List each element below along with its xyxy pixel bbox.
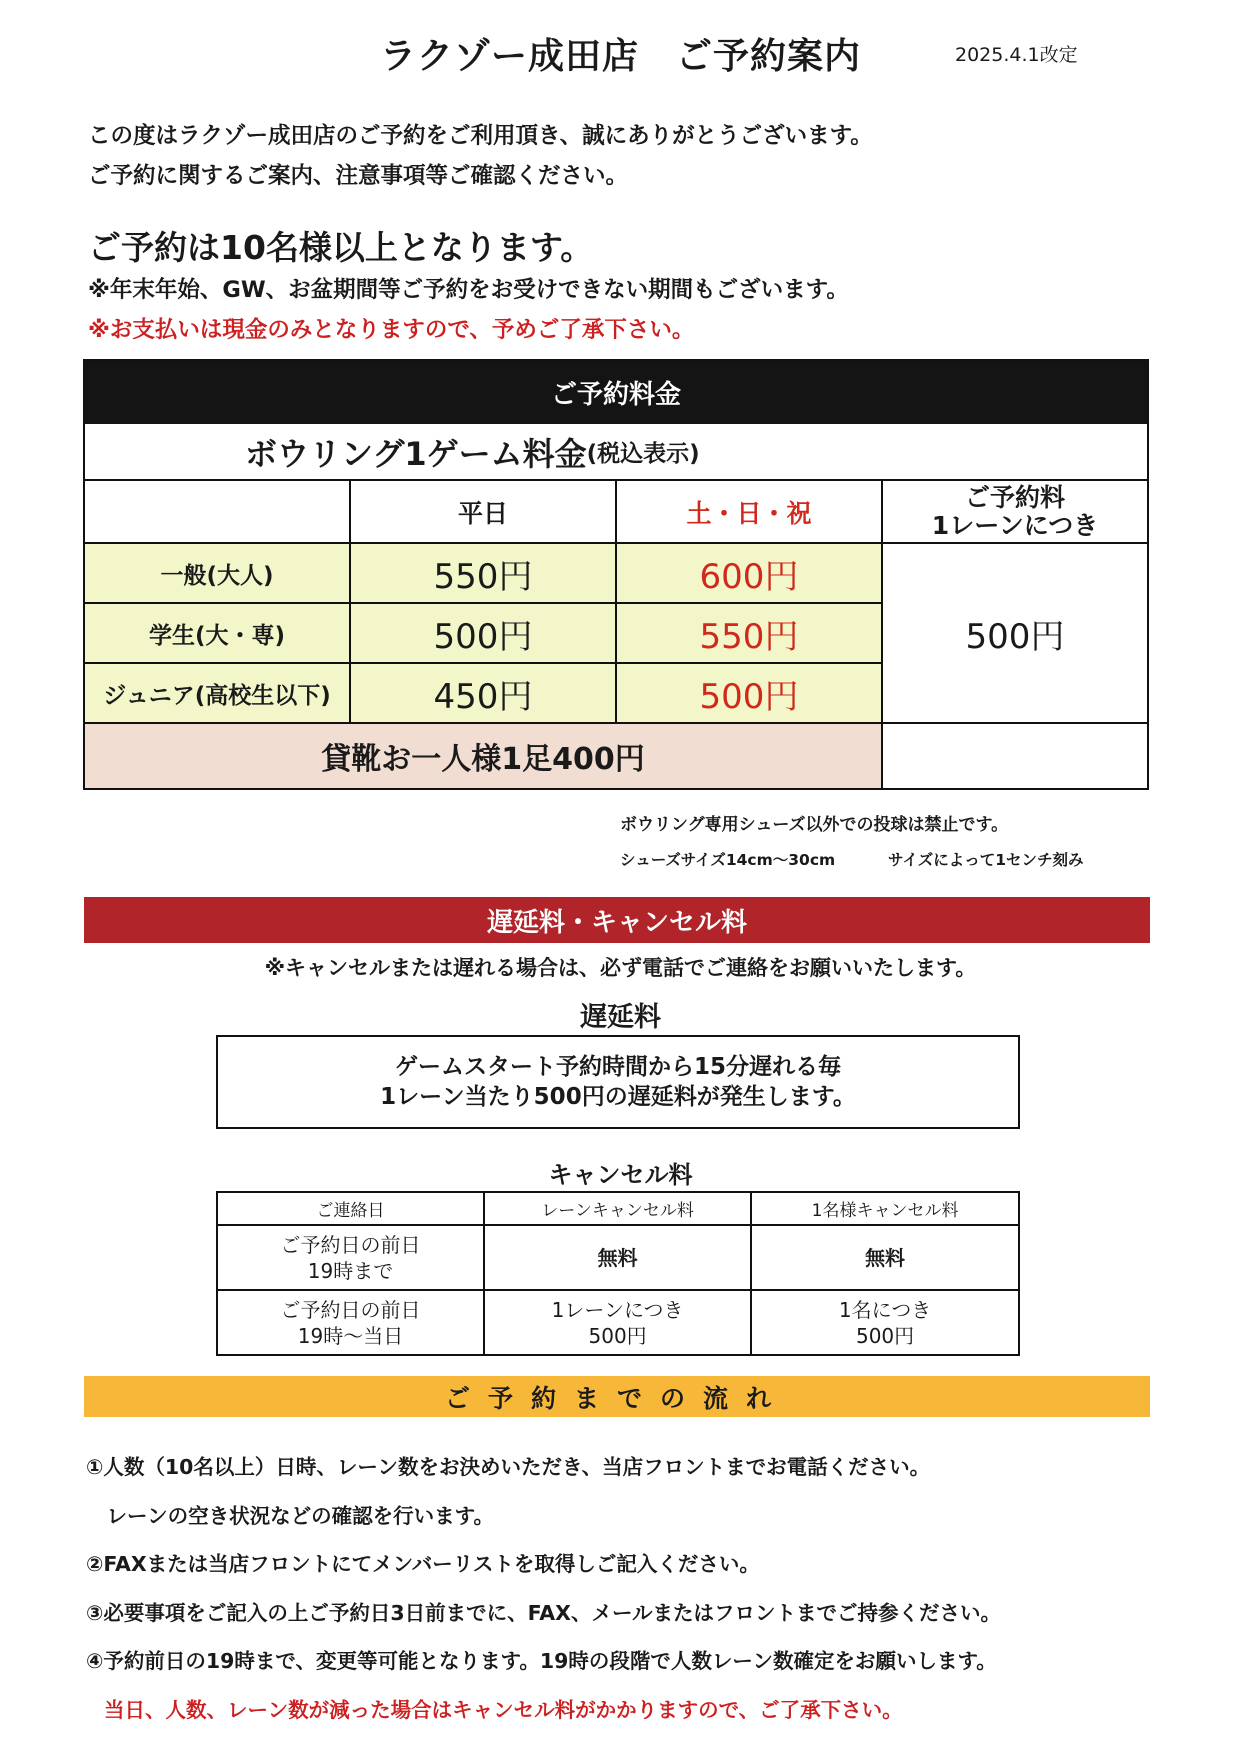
reserve-fee-value: 500円 — [883, 544, 1147, 724]
shoe-size-range: シューズサイズ14cm～30cm — [620, 851, 836, 869]
col-contact-date: ご連絡日 — [217, 1192, 484, 1225]
late-fee-heading: 遅延料 — [580, 1002, 661, 1033]
table-row — [217, 1290, 1019, 1355]
contact-date-cell — [217, 1290, 484, 1355]
late-cancel-section-bar: 遅延料・キャンセル料 — [84, 897, 1150, 943]
intro-line-2: ご予約に関するご案内、注意事項等ご確認ください。 — [88, 163, 629, 189]
date-line-2: 19時まで — [307, 1258, 394, 1283]
col-weekend-header: 土・日・祝 — [617, 481, 883, 544]
fee-subtitle-text: ボウリング1ゲーム料金 — [245, 434, 587, 473]
fee-corner-cell — [85, 481, 351, 544]
person-fee-line-1: 1名につき — [838, 1297, 932, 1322]
table-header-row — [217, 1192, 1019, 1225]
col-weekday-header: 平日 — [351, 481, 617, 544]
late-fee-box — [216, 1035, 1020, 1129]
shoe-size-step: サイズによって1センチ刻み — [888, 851, 1084, 869]
col-person-cancel-fee: 1名様キャンセル料 — [751, 1192, 1019, 1225]
lane-fee-line-1: 1レーンにつき — [551, 1297, 684, 1322]
date-line-2: 19時～当日 — [297, 1323, 404, 1348]
cancel-warning: 当日、人数、レーン数が減った場合はキャンセル料がかかりますので、ご了承下さい。 — [104, 1698, 903, 1722]
flow-step-3: ③必要事項をご記入の上ご予約日3日前までに、FAX、メールまたはフロントまでご持参ください。 — [86, 1601, 1002, 1625]
lane-fee-line-1: 無料 — [597, 1245, 638, 1270]
flow-step-1-detail: レーンの空き状況などの確認を行います。 — [86, 1504, 494, 1528]
col-reserve-fee-header — [883, 481, 1147, 544]
lane-fee-line-2: 500円 — [588, 1323, 647, 1348]
lane-fee-cell — [484, 1290, 751, 1355]
person-fee-line-1: 無料 — [865, 1245, 906, 1270]
row-label-student: 学生(大・専) — [85, 604, 351, 664]
date-line-1: ご予約日の前日 — [280, 1232, 421, 1257]
flow-step-1: ①人数（10名以上）日時、レーン数をお決めいただき、当店フロントまでお電話ください。 — [86, 1455, 931, 1479]
empty-cell — [883, 724, 1147, 788]
price-student-weekend: 550円 — [617, 604, 883, 664]
reserve-header-line-1: ご予約料 — [964, 482, 1065, 512]
shoe-rule: ボウリング専用シューズ以外での投球は禁止です。 — [620, 815, 1009, 835]
row-label-adult: 一般(大人) — [85, 544, 351, 604]
row-label-junior: ジュニア(高校生以下) — [85, 664, 351, 724]
price-junior-weekday: 450円 — [351, 664, 617, 724]
cancel-fee-table — [216, 1191, 1020, 1356]
reservation-flow-bar: ご予約までの流れ — [84, 1376, 1150, 1417]
price-student-weekday: 500円 — [351, 604, 617, 664]
price-junior-weekend: 500円 — [617, 664, 883, 724]
late-fee-line-1: ゲームスタート予約時間から15分遅れる毎 — [394, 1054, 841, 1080]
intro-text — [88, 116, 873, 196]
person-fee-cell — [751, 1290, 1019, 1355]
intro-line-1: この度はラクゾー成田店のご予約をご利用頂き、誠にありがとうございます。 — [88, 123, 873, 149]
fee-table-header: ご予約料金 — [85, 361, 1147, 424]
date-line-1: ご予約日の前日 — [280, 1297, 421, 1322]
cancel-fee-heading: キャンセル料 — [548, 1161, 693, 1189]
fee-subtitle-tax-note: (税込表示) — [586, 441, 700, 467]
late-fee-line-2: 1レーン当たり500円の遅延料が発生します。 — [380, 1084, 856, 1110]
person-fee-cell — [751, 1225, 1019, 1290]
flow-step-2: ②FAXまたは当店フロントにてメンバーリストを取得しご記入ください。 — [86, 1552, 760, 1576]
minimum-party-notice: ご予約は10名様以上となります。 — [88, 228, 594, 267]
flow-step-4: ④予約前日の19時まで、変更等可能となります。19時の段階で人数レーン数確定をお願いします。 — [86, 1649, 997, 1673]
page-title: ラクゾー成田店 ご予約案内 — [379, 36, 861, 77]
fee-table-subtitle — [85, 424, 1147, 481]
fee-table — [83, 359, 1149, 790]
contact-date-cell — [217, 1225, 484, 1290]
revision-date: 2025.4.1改定 — [955, 44, 1078, 66]
lane-fee-cell — [484, 1225, 751, 1290]
price-adult-weekday: 550円 — [351, 544, 617, 604]
person-fee-line-2: 500円 — [855, 1323, 915, 1348]
reserve-header-line-2: 1レーンにつき — [931, 510, 1099, 540]
contact-by-phone-note: ※キャンセルまたは遅れる場合は、必ず電話でご連絡をお願いいたします。 — [264, 956, 977, 980]
cash-only-notice: ※お支払いは現金のみとなりますので、予めご了承下さい。 — [88, 317, 695, 343]
price-adult-weekend: 600円 — [617, 544, 883, 604]
table-row — [217, 1225, 1019, 1290]
blackout-period-notice: ※年末年始、GW、お盆期間等ご予約をお受けできない期間もございます。 — [88, 277, 849, 303]
shoe-rental-fee: 貸靴お一人様1足400円 — [85, 724, 883, 788]
col-lane-cancel-fee: レーンキャンセル料 — [484, 1192, 751, 1225]
